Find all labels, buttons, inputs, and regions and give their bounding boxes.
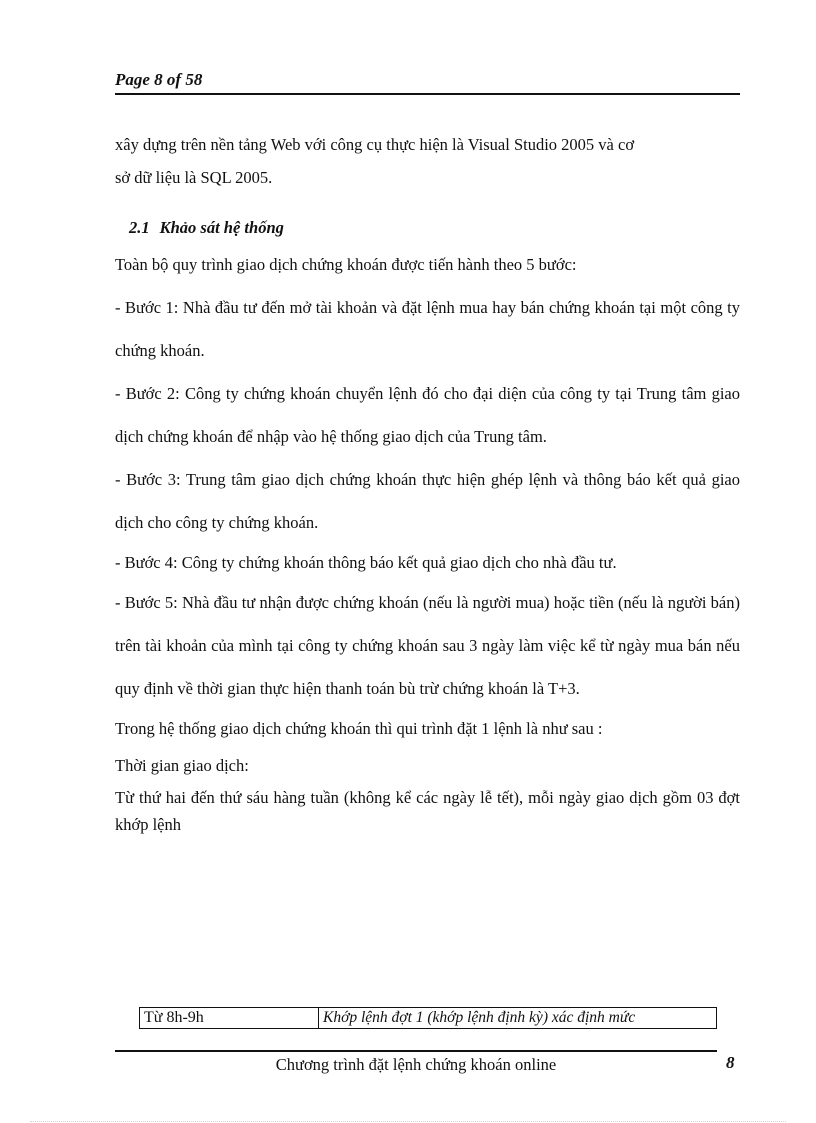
document-body <box>115 128 740 838</box>
intro-line-2: sở dữ liệu là SQL 2005. <box>115 168 273 187</box>
overview-paragraph: Toàn bộ quy trình giao dịch chứng khoán được tiến hành theo 5 bước: <box>115 255 577 274</box>
schedule-desc-cell: Khớp lệnh đợt 1 (khớp lệnh định kỳ) xác định mức <box>319 1008 717 1029</box>
table-row <box>140 1008 717 1029</box>
section-heading <box>129 213 740 243</box>
intro-line-1: xây dựng trên nền tảng Web với công cụ thực hiện là Visual Studio 2005 và cơ <box>115 135 635 154</box>
schedule-time-cell: Từ 8h-9h <box>140 1008 319 1029</box>
step-3: - Bước 3: Trung tâm giao dịch chứng khoán thực hiện ghép lệnh và thông báo kết quả giao dịch cho công ty chứng khoán. <box>115 470 740 532</box>
step-4: - Bước 4: Công ty chứng khoán thông báo kết quả giao dịch cho nhà đầu tư. <box>115 553 617 572</box>
trading-time-desc: Từ thứ hai đến thứ sáu hàng tuần (không kể các ngày lễ tết), mỗi ngày giao dịch gồm 03 đợt khớp lệnh <box>115 788 740 834</box>
step-2: - Bước 2: Công ty chứng khoán chuyển lệnh đó cho đại diện của công ty tại Trung tâm giao dịch chứng khoán để nhập vào hệ thống giao dịch của Trung tâm. <box>115 384 740 446</box>
trading-time-label: Thời gian giao dịch: <box>115 756 249 775</box>
page-header-label: Page 8 of 58 <box>115 70 203 89</box>
section-title: Khảo sát hệ thống <box>159 218 284 237</box>
footer-page-number: 8 <box>726 1053 735 1072</box>
step-5: - Bước 5: Nhà đầu tư nhận được chứng khoán (nếu là người mua) hoặc tiền (nếu là người bán) trên tài khoản của mình tại công ty chứng khoán sau 3 ngày làm việc kể từ ngày mua bán nếu quy định về thời gian thực hiện thanh toán bù trừ chứng khoán là T+3. <box>115 593 740 698</box>
order-process-intro: Trong hệ thống giao dịch chứng khoán thì qui trình đặt 1 lệnh là như sau : <box>115 719 603 738</box>
footer-title: Chương trình đặt lệnh chứng khoán online <box>275 1055 557 1074</box>
intro-paragraph <box>115 128 740 194</box>
section-number: 2.1 <box>129 218 150 237</box>
footer-rule <box>115 1050 717 1052</box>
step-1: - Bước 1: Nhà đầu tư đến mở tài khoản và đặt lệnh mua hay bán chứng khoán tại một công ty chứng khoán. <box>115 298 740 360</box>
trading-schedule-table <box>139 1007 717 1029</box>
header-rule <box>115 93 740 95</box>
page-bottom-divider <box>30 1121 786 1122</box>
